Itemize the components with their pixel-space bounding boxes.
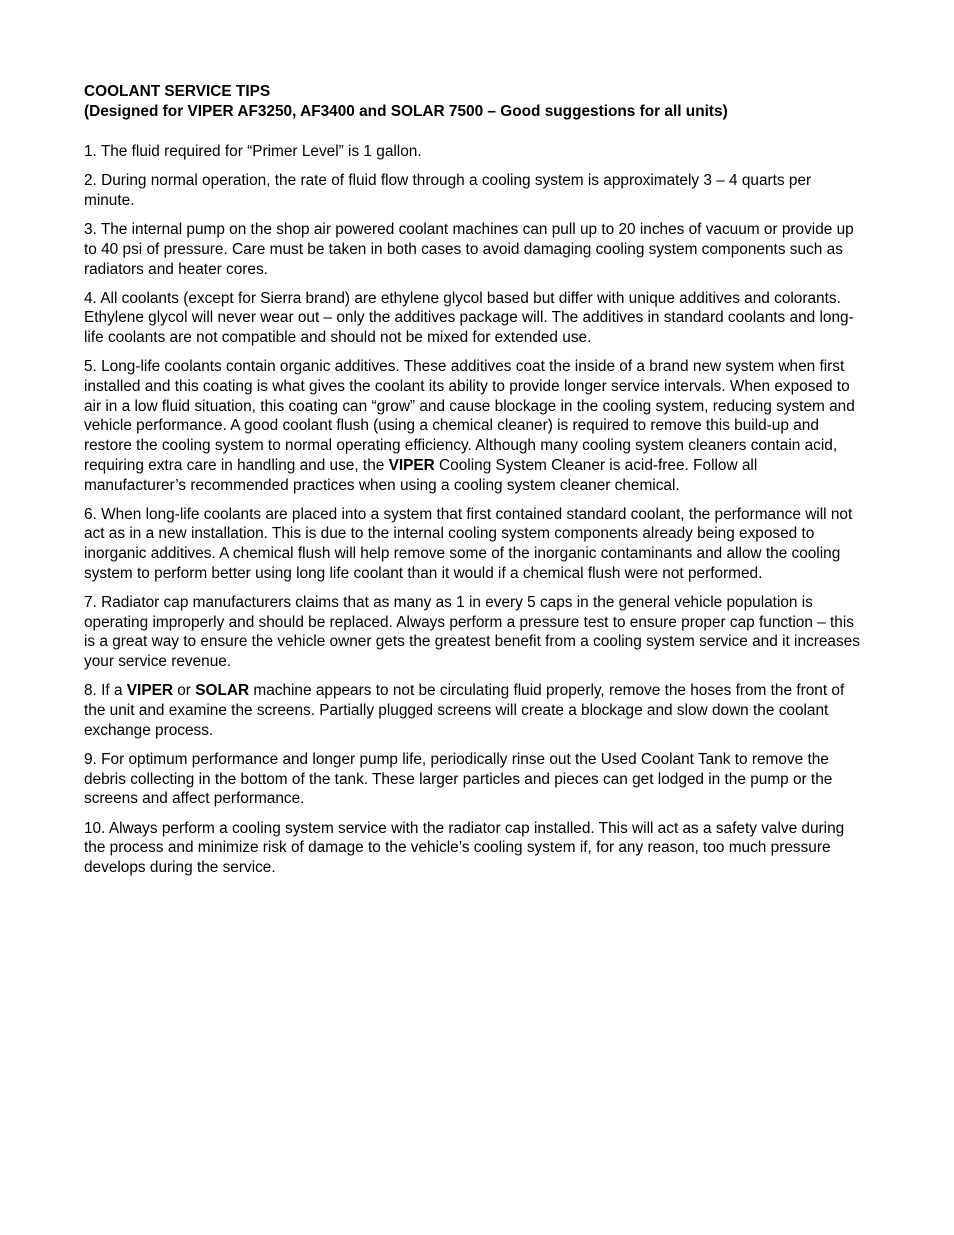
- tip-5-text-a: 5. Long-life coolants contain organic additives. These additives coat the inside of a brand new system when first installed and this coating is what gives the coolant its ability to provide longer service intervals. When exposed to air in a low fluid situation, this coating can “grow” and cause blockage in the cooling system, reducing system and vehicle performance. A good coolant flush (using a chemical cleaner) is required to remove this build-up and restore the cooling system to normal operating efficiency. Although many cooling system cleaners contain acid, requiring extra care in handling and use, the: [84, 358, 855, 474]
- tip-5: [84, 357, 862, 495]
- tip-8-text-a: 8. If a: [84, 682, 127, 700]
- tip-5-text-b: Cooling System Cleaner is acid-free. Follow all manufacturer’s recommended practices when using a cooling system cleaner chemical.: [84, 456, 758, 494]
- document-subtitle: (Designed for VIPER AF3250, AF3400 and SOLAR 7500 – Good suggestions for all units): [84, 103, 728, 120]
- tip-4: 4. All coolants (except for Sierra brand) are ethylene glycol based but differ with unique additives and colorants. Ethylene glycol will never wear out – only the additives package will. The additives in standard coolants and long-life coolants are not compatible and should not be mixed for extended use.: [84, 289, 854, 347]
- tip-3: 3. The internal pump on the shop air powered coolant machines can pull up to 20 inches of vacuum or provide up to 40 psi of pressure. Care must be taken in both cases to avoid damaging cooling system components such as radiators and heater cores.: [84, 221, 854, 278]
- document-page: [84, 82, 862, 887]
- tip-5-brand-viper: VIPER: [388, 456, 435, 474]
- tip-7: 7. Radiator cap manufacturers claims that as many as 1 in every 5 caps in the general vehicle population is operating improperly and should be replaced. Always perform a pressure test to ensure proper cap function – this is a great way to ensure the vehicle owner gets the greatest benefit from a cooling system service and it increases your service revenue.: [84, 594, 860, 671]
- tip-8-brand-solar: SOLAR: [195, 682, 250, 700]
- tip-8: [84, 681, 862, 740]
- tip-6: 6. When long-life coolants are placed into a system that first contained standard coolant, the performance will not act as in a new installation. This is due to the internal cooling system components already being exposed to inorganic additives. A chemical flush will help remove some of the inorganic contaminants and allow the cooling system to perform better using long life coolant than it would if a chemical flush were not performed.: [84, 505, 853, 582]
- tip-1: 1. The fluid required for “Primer Level” is 1 gallon.: [84, 143, 422, 160]
- tip-9: 9. For optimum performance and longer pump life, periodically rinse out the Used Coolant Tank to remove the debris collecting in the bottom of the tank. These larger particles and pieces can get lodged in the pump or the screens and affect performance.: [84, 750, 833, 808]
- tip-8-brand-viper: VIPER: [126, 682, 173, 700]
- tip-8-text-c: machine appears to not be circulating fluid properly, remove the hoses from the front of the unit and examine the screens. Partially plugged screens will create a blockage and slow down the coolant exchange process.: [84, 682, 845, 739]
- tip-2: 2. During normal operation, the rate of fluid flow through a cooling system is approximately 3 – 4 quarts per minute.: [84, 172, 812, 209]
- tip-10: 10. Always perform a cooling system service with the radiator cap installed. This will act as a safety valve during the process and minimize risk of damage to the vehicle’s cooling system if, for any reason, too much pressure develops during the service.: [84, 819, 845, 876]
- tip-8-text-b: or: [172, 682, 196, 700]
- document-title: COOLANT SERVICE TIPS: [84, 83, 271, 100]
